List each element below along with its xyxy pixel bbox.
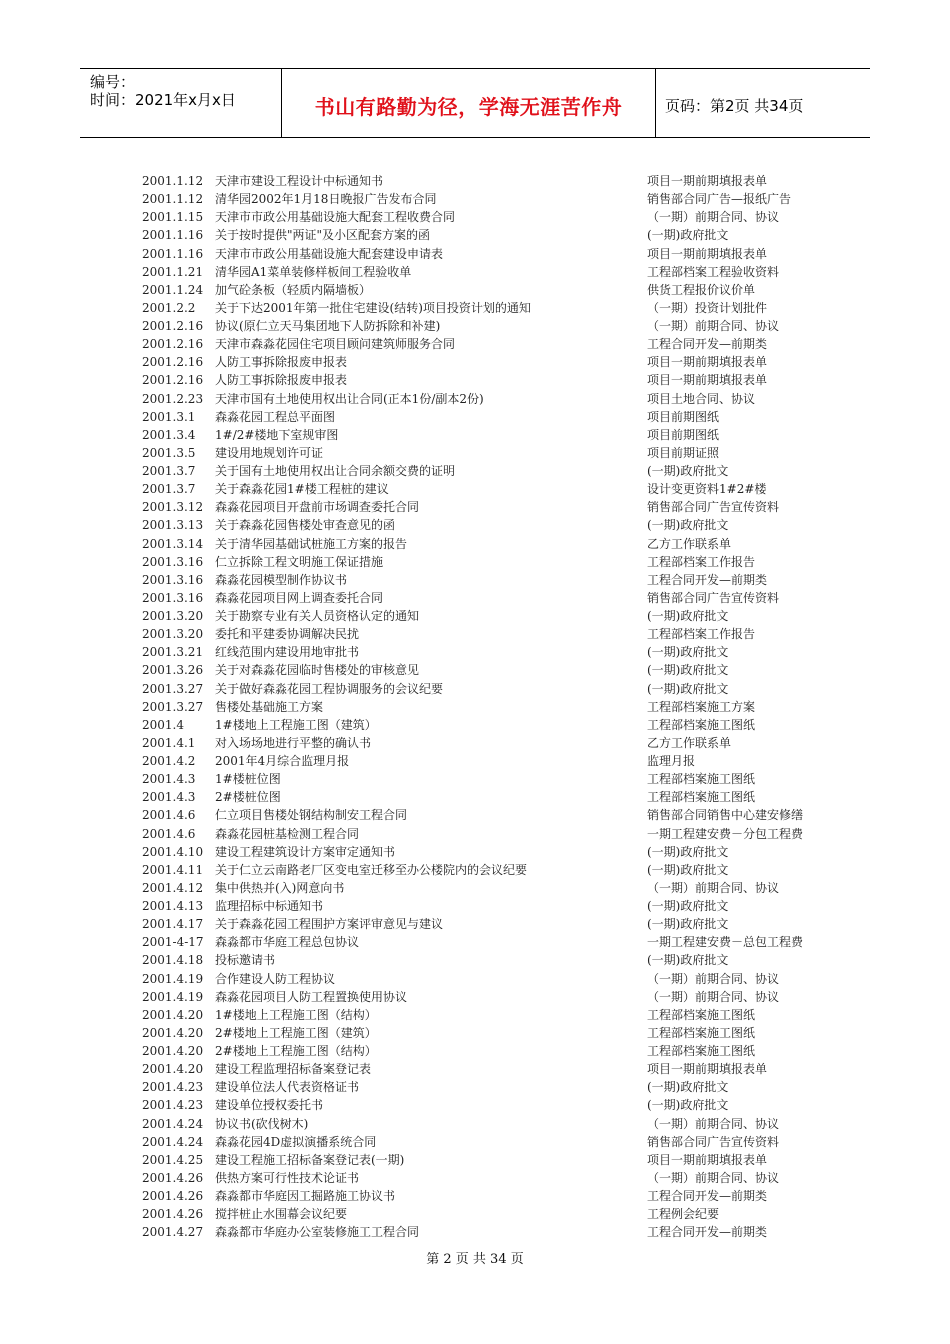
list-item bbox=[142, 1042, 842, 1060]
record-date: 2001.4.10 bbox=[142, 844, 204, 859]
record-category: 工程合同开发—前期类 bbox=[647, 337, 768, 352]
list-item bbox=[142, 390, 842, 408]
record-category: 供货工程报价议价单 bbox=[647, 282, 756, 297]
record-category: 监理月报 bbox=[647, 754, 696, 768]
record-category: （一期）前期合同、协议 bbox=[647, 319, 780, 333]
record-title: 2#楼桩位图 bbox=[215, 790, 281, 805]
record-date: 2001.4.24 bbox=[142, 1116, 204, 1131]
record-date: 2001.3.13 bbox=[142, 518, 204, 533]
record-title: 天津市森淼花园住宅项目顾问建筑师服务合同 bbox=[215, 337, 456, 352]
list-item bbox=[142, 1205, 842, 1223]
record-title: 建设用地规划许可证 bbox=[215, 445, 324, 460]
record-category: 工程合同开发—前期类 bbox=[647, 572, 768, 587]
list-item bbox=[142, 698, 842, 716]
list-item bbox=[142, 752, 842, 770]
record-category: (一期)政府批文 bbox=[647, 917, 729, 932]
record-date: 2001.4.13 bbox=[142, 899, 204, 913]
record-date: 2001.3.4 bbox=[142, 427, 196, 442]
list-item bbox=[142, 226, 842, 244]
record-date: 2001.4.18 bbox=[142, 953, 204, 968]
record-date: 2001.4.26 bbox=[142, 1207, 204, 1222]
list-item bbox=[142, 1024, 842, 1042]
header-motto: 书山有路勤为径，学海无涯苦作舟 bbox=[314, 95, 623, 119]
record-date: 2001.1.24 bbox=[142, 282, 204, 297]
list-item bbox=[142, 915, 842, 933]
record-title: 关于森淼花园售楼处审查意见的函 bbox=[215, 518, 396, 533]
record-title: 建设单位法人代表资格证书 bbox=[215, 1080, 360, 1095]
document-number-label: 编号： bbox=[90, 73, 136, 91]
record-title: 关于做好森淼花园工程协调服务的会议纪要 bbox=[215, 681, 444, 696]
list-item bbox=[142, 1187, 842, 1205]
record-date: 2001.3.20 bbox=[142, 609, 204, 623]
list-item bbox=[142, 371, 842, 389]
record-title: 2001年4月综合监理月报 bbox=[215, 754, 350, 768]
list-item bbox=[142, 172, 842, 190]
record-title: 投标邀请书 bbox=[215, 953, 276, 968]
record-date: 2001.3.16 bbox=[142, 554, 204, 569]
record-category: (一期)政府批文 bbox=[647, 844, 729, 859]
list-item bbox=[142, 1133, 842, 1151]
list-item bbox=[142, 353, 842, 371]
record-title: 关于国有土地使用权出让合同余额交费的证明 bbox=[215, 464, 456, 478]
record-title: 仁立项目售楼处钢结构制安工程合同 bbox=[215, 808, 408, 823]
record-date: 2001.4.23 bbox=[142, 1098, 204, 1113]
record-category: 设计变更资料1#2#楼 bbox=[647, 482, 767, 497]
list-item bbox=[142, 988, 842, 1006]
list-item bbox=[142, 553, 842, 571]
record-date: 2001.4.3 bbox=[142, 790, 196, 805]
record-category: 工程部档案工作报告 bbox=[647, 554, 756, 569]
list-item bbox=[142, 317, 842, 335]
list-item bbox=[142, 680, 842, 698]
list-item bbox=[142, 335, 842, 353]
list-item bbox=[142, 1006, 842, 1024]
header-page-label: 页码：第2页 共34页 bbox=[665, 97, 804, 115]
record-category: 工程部档案工程验收资料 bbox=[647, 264, 780, 279]
record-category: 销售部合同广告—报纸广告 bbox=[647, 192, 792, 207]
record-category: 工程部档案施工图纸 bbox=[647, 790, 756, 805]
page-footer: 第 2 页 共 34 页 bbox=[426, 1252, 524, 1267]
record-title: 关于森淼花园工程围护方案评审意见与建议 bbox=[215, 917, 444, 932]
record-title: 森淼都市华庭工程总包协议 bbox=[215, 935, 360, 950]
record-date: 2001.4.12 bbox=[142, 880, 204, 895]
record-category: 项目前期图纸 bbox=[647, 427, 720, 442]
record-date: 2001.4.1 bbox=[142, 735, 196, 750]
record-title: 森淼花园4D虚拟演播系统合同 bbox=[215, 1134, 377, 1149]
record-title: 森淼花园模型制作协议书 bbox=[215, 572, 348, 587]
record-title: 红线范围内建设用地审批书 bbox=[215, 645, 360, 660]
list-item bbox=[142, 879, 842, 897]
record-title: 1#楼地上工程施工图（结构） bbox=[215, 1007, 377, 1022]
page-header bbox=[80, 68, 870, 138]
record-category: (一期)政府批文 bbox=[647, 862, 729, 877]
record-category: 项目前期证照 bbox=[647, 445, 720, 460]
document-time-label: 时间：2021年x月x日 bbox=[90, 91, 236, 109]
list-item bbox=[142, 299, 842, 317]
record-title: 人防工事拆除报废申报表 bbox=[215, 355, 348, 370]
record-date: 2001.4.19 bbox=[142, 971, 204, 986]
record-title: 2#楼地上工程施工图（结构） bbox=[215, 1044, 377, 1058]
record-title: 天津市国有土地使用权出让合同(正本1份/副本2份) bbox=[215, 391, 484, 406]
record-date: 2001.3.27 bbox=[142, 699, 204, 714]
record-category: (一期)政府批文 bbox=[647, 645, 729, 660]
record-title: 森淼花园桩基检测工程合同 bbox=[215, 826, 360, 841]
record-title: 关于按时提供"两证"及小区配套方案的函 bbox=[215, 228, 431, 243]
record-date: 2001.4 bbox=[142, 717, 184, 732]
record-category: 工程部档案施工图纸 bbox=[647, 717, 756, 732]
record-date: 2001.4.26 bbox=[142, 1189, 204, 1203]
record-date: 2001.3.16 bbox=[142, 572, 204, 587]
record-title: 供热方案可行性技术论证书 bbox=[215, 1170, 360, 1185]
record-date: 2001.3.26 bbox=[142, 663, 204, 678]
list-item bbox=[142, 806, 842, 824]
record-title: 协议书(砍伐树木) bbox=[215, 1116, 309, 1131]
record-title: 1#楼地上工程施工图（建筑） bbox=[215, 717, 377, 732]
record-date: 2001.2.16 bbox=[142, 355, 204, 370]
record-category: 工程部档案施工图纸 bbox=[647, 1007, 756, 1022]
list-item bbox=[142, 1169, 842, 1187]
record-title: 关于勘察专业有关人员资格认定的通知 bbox=[215, 609, 420, 623]
record-category: （一期）前期合同、协议 bbox=[647, 971, 780, 986]
record-date: 2001.2.2 bbox=[142, 300, 196, 315]
record-category: (一期)政府批文 bbox=[647, 609, 729, 623]
list-item bbox=[142, 498, 842, 516]
record-category: (一期)政府批文 bbox=[647, 953, 729, 968]
record-date: 2001.3.21 bbox=[142, 645, 204, 660]
list-item bbox=[142, 1115, 842, 1133]
record-category: 项目一期前期填报表单 bbox=[647, 1152, 768, 1167]
record-title: 森淼都市华庭办公室装修施工工程合同 bbox=[215, 1225, 420, 1240]
record-date: 2001.3.16 bbox=[142, 590, 204, 605]
record-date: 2001.4.6 bbox=[142, 826, 196, 841]
record-category: 项目一期前期填报表单 bbox=[647, 1062, 768, 1077]
list-item bbox=[142, 625, 842, 643]
record-date: 2001.4.17 bbox=[142, 917, 204, 932]
record-date: 2001.1.12 bbox=[142, 174, 204, 188]
record-title: 天津市市政公用基础设施大配套建设申请表 bbox=[215, 246, 444, 261]
record-title: 1#/2#楼地下室规审图 bbox=[215, 427, 339, 442]
record-title: 加气砼条板（轻质内隔墙板） bbox=[215, 282, 372, 297]
record-category: (一期)政府批文 bbox=[647, 464, 729, 478]
record-category: 销售部合同广告宣传资料 bbox=[647, 590, 780, 605]
record-date: 2001.3.1 bbox=[142, 409, 196, 424]
record-category: 工程部档案工作报告 bbox=[647, 627, 756, 642]
record-title: 人防工事拆除报废申报表 bbox=[215, 373, 348, 388]
record-category: (一期)政府批文 bbox=[647, 1080, 729, 1095]
record-category: 项目一期前期填报表单 bbox=[647, 355, 768, 370]
record-title: 森淼花园项目网上调查委托合同 bbox=[215, 590, 384, 605]
record-date: 2001.3.14 bbox=[142, 536, 204, 551]
record-category: 销售部合同广告宣传资料 bbox=[647, 500, 780, 515]
record-date: 2001.3.7 bbox=[142, 482, 196, 497]
record-date: 2001.1.12 bbox=[142, 192, 204, 207]
record-category: （一期）前期合同、协议 bbox=[647, 1170, 780, 1185]
record-date: 2001.4.6 bbox=[142, 808, 196, 823]
record-date: 2001.2.23 bbox=[142, 391, 204, 406]
record-title: 关于仁立云南路老厂区变电室迁移至办公楼院内的会议纪要 bbox=[215, 862, 528, 877]
record-category: 项目前期图纸 bbox=[647, 409, 720, 424]
record-category: 乙方工作联系单 bbox=[647, 536, 732, 551]
record-title: 关于清华园基础试桩施工方案的报告 bbox=[215, 536, 408, 551]
header-meta bbox=[90, 73, 280, 109]
record-category: （一期）前期合同、协议 bbox=[647, 1116, 780, 1131]
record-title: 搅拌桩止水围幕会议纪要 bbox=[215, 1207, 348, 1222]
list-item bbox=[142, 535, 842, 553]
list-item bbox=[142, 716, 842, 734]
record-date: 2001.4.2 bbox=[142, 754, 196, 768]
record-date: 2001.4.11 bbox=[142, 862, 204, 877]
record-date: 2001.1.21 bbox=[142, 264, 204, 279]
record-date: 2001.2.16 bbox=[142, 337, 204, 352]
list-item bbox=[142, 1151, 842, 1169]
record-category: (一期)政府批文 bbox=[647, 1098, 729, 1113]
list-item bbox=[142, 1060, 842, 1078]
record-date: 2001.3.12 bbox=[142, 500, 204, 515]
list-item bbox=[142, 970, 842, 988]
record-date: 2001.1.15 bbox=[142, 210, 204, 225]
record-title: 对入场场地进行平整的确认书 bbox=[215, 735, 372, 750]
record-category: （一期）前期合同、协议 bbox=[647, 989, 780, 1004]
list-item bbox=[142, 607, 842, 625]
record-title: 建设单位授权委托书 bbox=[215, 1098, 324, 1113]
record-category: 工程合同开发—前期类 bbox=[647, 1189, 768, 1203]
record-category: 项目一期前期填报表单 bbox=[647, 246, 768, 261]
record-category: (一期)政府批文 bbox=[647, 518, 729, 533]
list-item bbox=[142, 861, 842, 879]
list-item bbox=[142, 734, 842, 752]
record-date: 2001.4.19 bbox=[142, 989, 204, 1004]
record-title: 森淼花园项目人防工程置换使用协议 bbox=[215, 989, 408, 1004]
record-category: 销售部合同广告宣传资料 bbox=[647, 1134, 780, 1149]
list-item bbox=[142, 897, 842, 915]
record-title: 关于下达2001年第一批住宅建设(结转)项目投资计划的通知 bbox=[215, 300, 531, 315]
record-date: 2001.4.23 bbox=[142, 1080, 204, 1095]
record-category: 工程部档案施工图纸 bbox=[647, 1044, 756, 1058]
record-category: 工程部档案施工方案 bbox=[647, 699, 756, 714]
list-item bbox=[142, 1223, 842, 1241]
record-category: 一期工程建安费－分包工程费 bbox=[647, 826, 804, 841]
record-category: (一期)政府批文 bbox=[647, 663, 729, 678]
list-item bbox=[142, 951, 842, 969]
record-title: 合作建设人防工程协议 bbox=[215, 971, 336, 986]
list-item bbox=[142, 408, 842, 426]
record-title: 清华园A1菜单装修样板间工程验收单 bbox=[215, 264, 412, 279]
list-item bbox=[142, 190, 842, 208]
record-date: 2001.3.27 bbox=[142, 681, 204, 696]
record-title: 售楼处基础施工方案 bbox=[215, 699, 324, 714]
record-category: 工程部档案施工图纸 bbox=[647, 1025, 756, 1040]
record-date: 2001.4.20 bbox=[142, 1062, 204, 1077]
list-item bbox=[142, 462, 842, 480]
list-item bbox=[142, 589, 842, 607]
record-title: 关于对森淼花园临时售楼处的审核意见 bbox=[215, 663, 420, 678]
record-date: 2001-4-17 bbox=[142, 935, 204, 950]
record-list bbox=[142, 172, 842, 1241]
record-title: 仁立拆除工程文明施工保证措施 bbox=[215, 554, 384, 569]
record-category: 项目土地合同、协议 bbox=[647, 391, 756, 406]
record-date: 2001.4.20 bbox=[142, 1025, 204, 1040]
record-category: 工程例会纪要 bbox=[647, 1207, 720, 1222]
list-item bbox=[142, 444, 842, 462]
record-date: 2001.3.5 bbox=[142, 445, 196, 460]
record-title: 集中供热并(入)网意向书 bbox=[215, 880, 345, 895]
record-date: 2001.2.16 bbox=[142, 373, 204, 388]
record-date: 2001.4.3 bbox=[142, 772, 196, 787]
record-title: 关于森淼花园1#楼工程桩的建议 bbox=[215, 482, 389, 497]
record-title: 森淼花园项目开盘前市场调查委托合同 bbox=[215, 500, 420, 515]
record-category: (一期)政府批文 bbox=[647, 681, 729, 696]
record-category: 工程部档案施工图纸 bbox=[647, 772, 756, 787]
list-item bbox=[142, 1078, 842, 1096]
record-category: 工程合同开发—前期类 bbox=[647, 1225, 768, 1240]
record-date: 2001.4.26 bbox=[142, 1170, 204, 1185]
list-item bbox=[142, 843, 842, 861]
list-item bbox=[142, 480, 842, 498]
record-date: 2001.2.16 bbox=[142, 319, 204, 333]
record-title: 建设工程监理招标备案登记表 bbox=[215, 1062, 372, 1077]
record-title: 2#楼地上工程施工图（建筑） bbox=[215, 1025, 377, 1040]
list-item bbox=[142, 281, 842, 299]
record-date: 2001.1.16 bbox=[142, 246, 204, 261]
record-title: 森淼花园工程总平面图 bbox=[215, 409, 336, 424]
record-date: 2001.3.7 bbox=[142, 464, 196, 478]
record-title: 协议(原仁立天马集团地下人防拆除和补建) bbox=[215, 319, 441, 333]
list-item bbox=[142, 263, 842, 281]
record-date: 2001.4.20 bbox=[142, 1044, 204, 1058]
record-date: 2001.4.20 bbox=[142, 1007, 204, 1022]
record-category: （一期）前期合同、协议 bbox=[647, 210, 780, 225]
record-title: 监理招标中标通知书 bbox=[215, 899, 324, 913]
list-item bbox=[142, 825, 842, 843]
record-title: 建设工程建筑设计方案审定通知书 bbox=[215, 844, 396, 859]
record-date: 2001.3.20 bbox=[142, 627, 204, 642]
record-category: (一期)政府批文 bbox=[647, 228, 729, 243]
record-category: （一期）前期合同、协议 bbox=[647, 880, 780, 895]
record-date: 2001.1.16 bbox=[142, 228, 204, 243]
record-category: 项目一期前期填报表单 bbox=[647, 174, 768, 188]
record-title: 天津市建设工程设计中标通知书 bbox=[215, 174, 384, 188]
record-title: 天津市市政公用基础设施大配套工程收费合同 bbox=[215, 210, 456, 225]
record-date: 2001.4.25 bbox=[142, 1152, 204, 1167]
list-item bbox=[142, 643, 842, 661]
header-divider bbox=[655, 69, 656, 137]
list-item bbox=[142, 516, 842, 534]
record-title: 清华园2002年1月18日晚报广告发布合同 bbox=[215, 192, 437, 207]
record-date: 2001.4.24 bbox=[142, 1134, 204, 1149]
list-item bbox=[142, 770, 842, 788]
list-item bbox=[142, 426, 842, 444]
list-item bbox=[142, 1096, 842, 1114]
record-title: 建设工程施工招标备案登记表(一期) bbox=[215, 1152, 405, 1167]
record-category: 乙方工作联系单 bbox=[647, 735, 732, 750]
list-item bbox=[142, 245, 842, 263]
list-item bbox=[142, 933, 842, 951]
list-item bbox=[142, 661, 842, 679]
record-category: 销售部合同销售中心建安修缮 bbox=[647, 808, 804, 823]
list-item bbox=[142, 571, 842, 589]
record-category: 项目一期前期填报表单 bbox=[647, 373, 768, 388]
record-title: 委托和平建委协调解决民扰 bbox=[215, 627, 360, 642]
record-category: （一期）投资计划批件 bbox=[647, 300, 768, 315]
list-item bbox=[142, 788, 842, 806]
record-date: 2001.4.27 bbox=[142, 1225, 204, 1240]
record-category: 一期工程建安费－总包工程费 bbox=[647, 935, 804, 950]
record-title: 1#楼桩位图 bbox=[215, 772, 281, 787]
record-title: 森淼都市华庭因工掘路施工协议书 bbox=[215, 1189, 396, 1203]
record-category: (一期)政府批文 bbox=[647, 899, 729, 913]
list-item bbox=[142, 208, 842, 226]
